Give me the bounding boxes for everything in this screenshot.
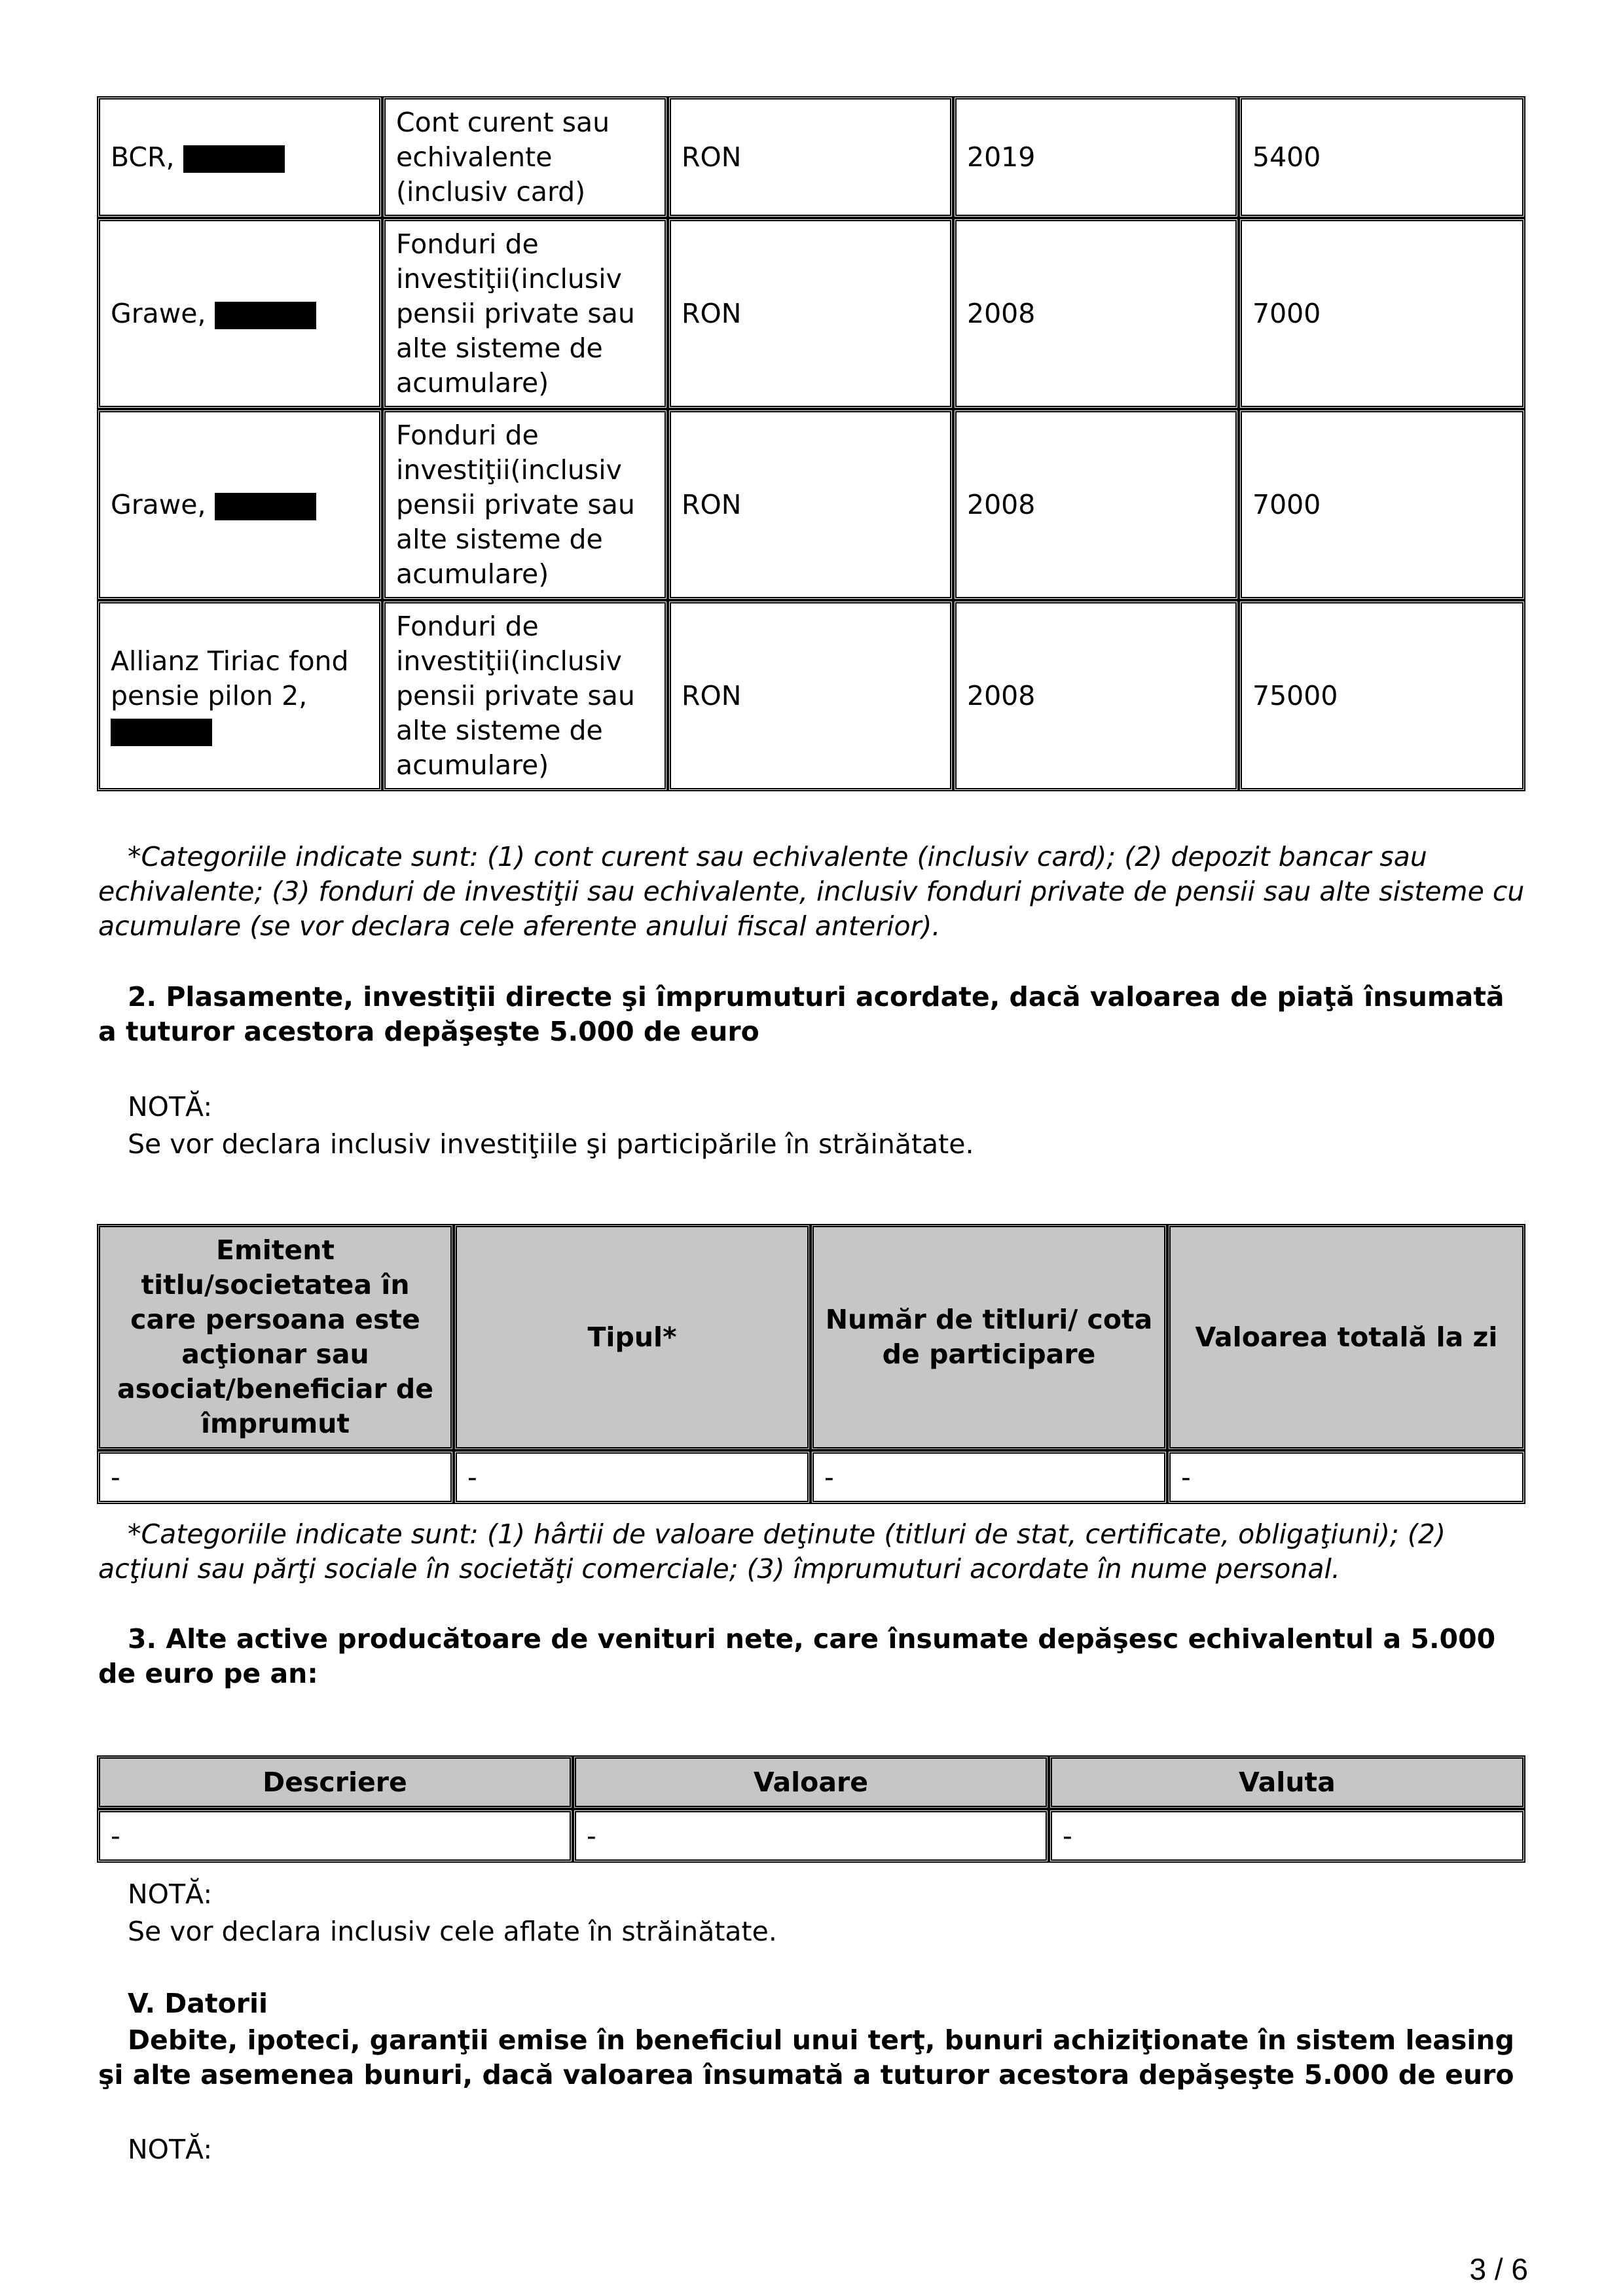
value-cell: 5400 — [1239, 96, 1525, 218]
value-cell: 75000 — [1239, 600, 1525, 791]
section-2-categories-note: *Categoriile indicate sunt: (1) hârtii de valoare deţinute (titluri de stat, certificate, obligaţiuni); (2) acţiuni sau părţi sociale în societăţi comerciale; (3) împrumuturi acordate în nume personal. — [98, 1518, 1446, 1585]
currency-cell: RON — [668, 409, 953, 600]
table-header-row — [97, 1755, 1525, 1809]
column-header: Număr de titluri/ cota de participare — [811, 1224, 1167, 1450]
other-assets-table — [97, 1755, 1525, 1863]
table-row — [97, 409, 1525, 600]
column-header: Emitent titlu/societatea în care persoana este acţionar sau asociat/beneficiar de împrumut — [97, 1224, 454, 1450]
column-header: Descriere — [97, 1755, 573, 1809]
section-5-title: V. Datorii — [128, 1988, 268, 2019]
institution-cell: Grawe, — [97, 409, 382, 600]
table-cell: - — [1049, 1809, 1525, 1863]
nota-text: Se vor declara inclusiv cele aflate în străinătate. — [128, 1916, 777, 1947]
section-2-heading: 2. Plasamente, investiţii directe şi împrumuturi acordate, dacă valoarea de piaţă însumată a tuturor acestora depăşeşte 5.000 de euro — [98, 981, 1504, 1047]
year-cell: 2019 — [953, 96, 1239, 218]
categories-note: *Categoriile indicate sunt: (1) cont curent sau echivalente (inclusiv card); (2) depozit bancar sau echivalente; (3) fonduri de investiţii sau echivalente, inclusiv fonduri private de pensii sau alte sisteme cu acumulare (se vor declara cele aferente anului fiscal anterior). — [98, 841, 1525, 942]
table-row — [97, 218, 1525, 409]
type-cell: Fonduri de investiţii(inclusiv pensii private sau alte sisteme de acumulare) — [382, 409, 668, 600]
nota-label: NOTĂ: — [128, 1091, 213, 1122]
redaction-box — [183, 145, 285, 173]
page-number: 3 / 6 — [1469, 2252, 1528, 2286]
table-cell: - — [97, 1450, 454, 1504]
redaction-box — [215, 493, 316, 520]
table-row — [97, 600, 1525, 791]
table-row — [97, 1450, 1525, 1504]
table-row — [97, 1809, 1525, 1863]
type-cell: Fonduri de investiţii(inclusiv pensii private sau alte sisteme de acumulare) — [382, 218, 668, 409]
institution-cell: Grawe, — [97, 218, 382, 409]
redaction-box — [111, 719, 212, 746]
table-header-row — [97, 1224, 1525, 1450]
accounts-table — [97, 96, 1525, 791]
investments-table — [97, 1224, 1525, 1504]
value-cell: 7000 — [1239, 218, 1525, 409]
currency-cell: RON — [668, 96, 953, 218]
currency-cell: RON — [668, 218, 953, 409]
column-header: Valoarea totală la zi — [1167, 1224, 1525, 1450]
type-cell: Fonduri de investiţii(inclusiv pensii private sau alte sisteme de acumulare) — [382, 600, 668, 791]
institution-cell: Allianz Tiriac fond pensie pilon 2, — [97, 600, 382, 791]
column-header: Tipul* — [454, 1224, 811, 1450]
column-header: Valoare — [573, 1755, 1049, 1809]
table-cell: - — [811, 1450, 1167, 1504]
table-cell: - — [1167, 1450, 1525, 1504]
institution-cell: BCR, — [97, 96, 382, 218]
table-cell: - — [454, 1450, 811, 1504]
year-cell: 2008 — [953, 600, 1239, 791]
nota-text: Se vor declara inclusiv investiţiile şi participările în străinătate. — [128, 1128, 974, 1160]
value-cell: 7000 — [1239, 409, 1525, 600]
year-cell: 2008 — [953, 409, 1239, 600]
type-cell: Cont curent sau echivalente (inclusiv card) — [382, 96, 668, 218]
table-cell: - — [97, 1809, 573, 1863]
currency-cell: RON — [668, 600, 953, 791]
column-header: Valuta — [1049, 1755, 1525, 1809]
section-5-heading: Debite, ipoteci, garanţii emise în beneficiul unui terţ, bunuri achiziţionate în sistem leasing şi alte asemenea bunuri, dacă valoarea însumată a tuturor acestora depăşeşte 5.000 de euro — [98, 2024, 1514, 2090]
table-cell: - — [573, 1809, 1049, 1863]
nota-label: NOTĂ: — [128, 2134, 213, 2165]
table-row — [97, 96, 1525, 218]
redaction-box — [215, 302, 316, 329]
nota-label: NOTĂ: — [128, 1878, 213, 1910]
year-cell: 2008 — [953, 218, 1239, 409]
section-3-heading: 3. Alte active producătoare de venituri nete, care însumate depăşesc echivalentul a 5.000 de euro pe an: — [98, 1623, 1496, 1689]
